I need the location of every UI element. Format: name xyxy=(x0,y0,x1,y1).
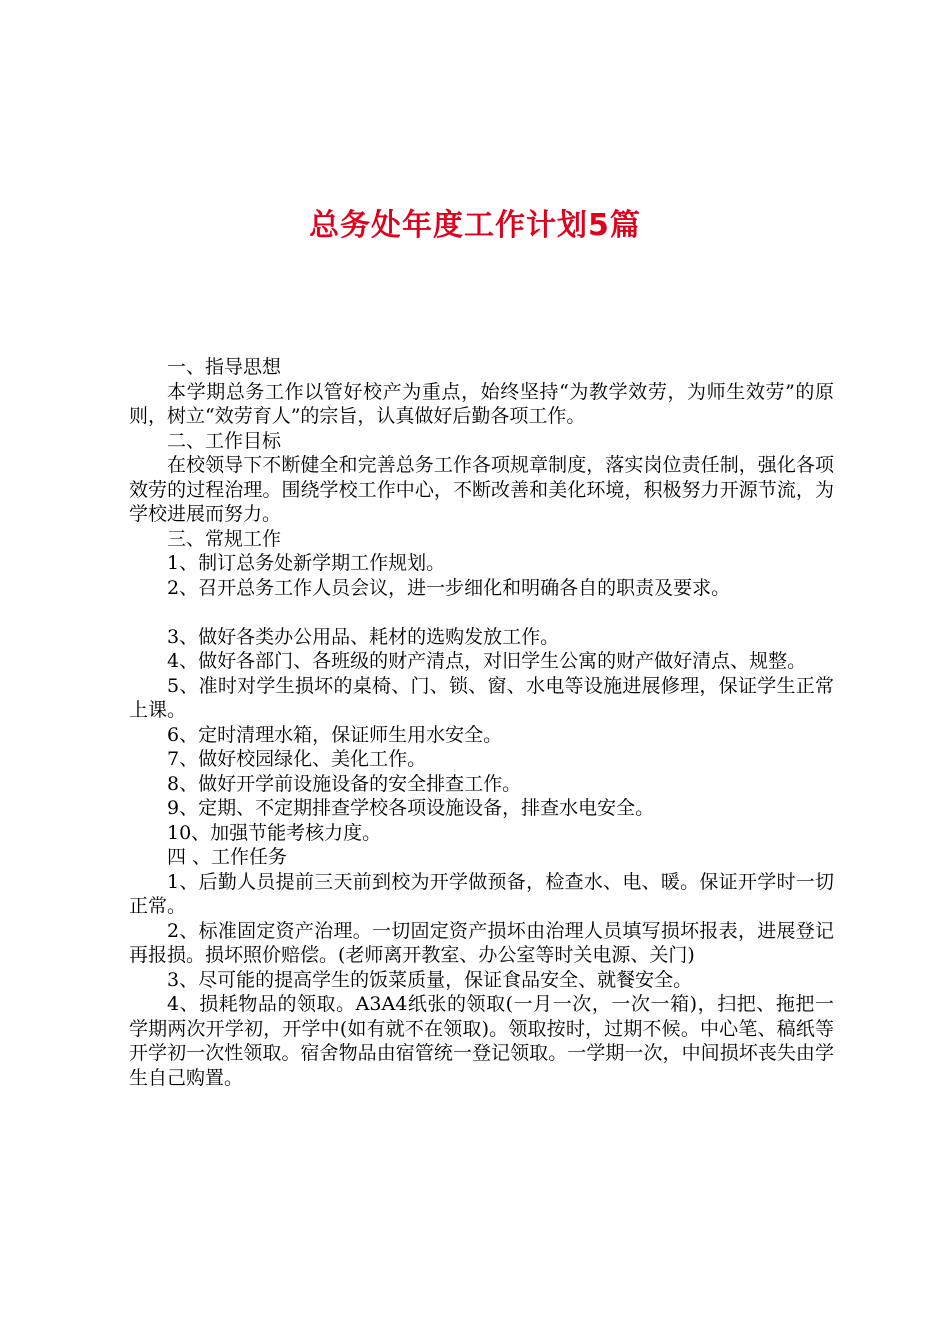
list-item: 1、后勤人员提前三天前到校为开学做预备，检查水、电、暖。保证开学时一切正常。 xyxy=(129,870,834,917)
section-heading-work-goals: 二、工作目标 xyxy=(167,429,282,452)
list-item: 4、做好各部门、各班级的财产清点，对旧学生公寓的财产做好清点、规整。 xyxy=(167,650,807,672)
paragraph: 在校领导下不断健全和完善总务工作各项规章制度，落实岗位责任制，强化各项效劳的过程治理。围绕学校工作中心，不断改善和美化环境，积极努力开源节流，为学校进展而努力。 xyxy=(129,454,834,525)
list-item: 5、准时对学生损坏的桌椅、门、锁、窗、水电等设施进展修理，保证学生正常上课。 xyxy=(129,674,834,721)
document-body xyxy=(129,355,834,1090)
list-item: 9、定期、不定期排查学校各项设施设备，排查水电安全。 xyxy=(167,797,655,819)
list-item: 2、召开总务工作人员会议，进一步细化和明确各自的职责及要求。 xyxy=(167,576,731,599)
list-item: 1、制订总务处新学期工作规划。 xyxy=(167,552,446,574)
list-item: 8、做好开学前设施设备的安全排查工作。 xyxy=(167,772,522,795)
list-item: 3、尽可能的提高学生的饭菜质量，保证食品安全、就餐安全。 xyxy=(167,968,693,991)
list-item: 6、定时清理水箱，保证师生用水安全。 xyxy=(167,723,503,746)
paragraph: 本学期总务工作以管好校产为重点，始终坚持“为教学效劳，为师生效劳”的原则，树立“效劳育人”的宗旨，认真做好后勤各项工作。 xyxy=(129,380,834,427)
list-item: 7、做好校园绿化、美化工作。 xyxy=(167,748,427,770)
list-item: 3、做好各类办公用品、耗材的选购发放工作。 xyxy=(167,625,560,648)
document-title: 总务处年度工作计划5篇 xyxy=(309,208,641,243)
section-heading-work-tasks: 四 、工作任务 xyxy=(167,846,288,868)
section-heading-guiding-ideology: 一、指导思想 xyxy=(167,356,282,378)
section-heading-routine-work: 三、常规工作 xyxy=(167,527,282,550)
blank-line xyxy=(129,600,834,625)
list-item: 10、加强节能考核力度。 xyxy=(167,821,382,844)
list-item: 4、损耗物品的领取。A3A4纸张的领取(一月一次，一次一箱)，扫把、拖把一学期两次开学初，开学中(如有就不在领取)。领取按时，过期不候。中心笔、稿纸等开学初一次性领取。宿舍物品由宿管统一登记领取。一学期一次，中间损坏丧失由学生自己购置。 xyxy=(129,993,834,1089)
list-item: 2、标准固定资产治理。一切固定资产损坏由治理人员填写损坏报表，进展登记再报损。损坏照价赔偿。(老师离开教室、办公室等时关电源、关门) xyxy=(129,919,834,966)
